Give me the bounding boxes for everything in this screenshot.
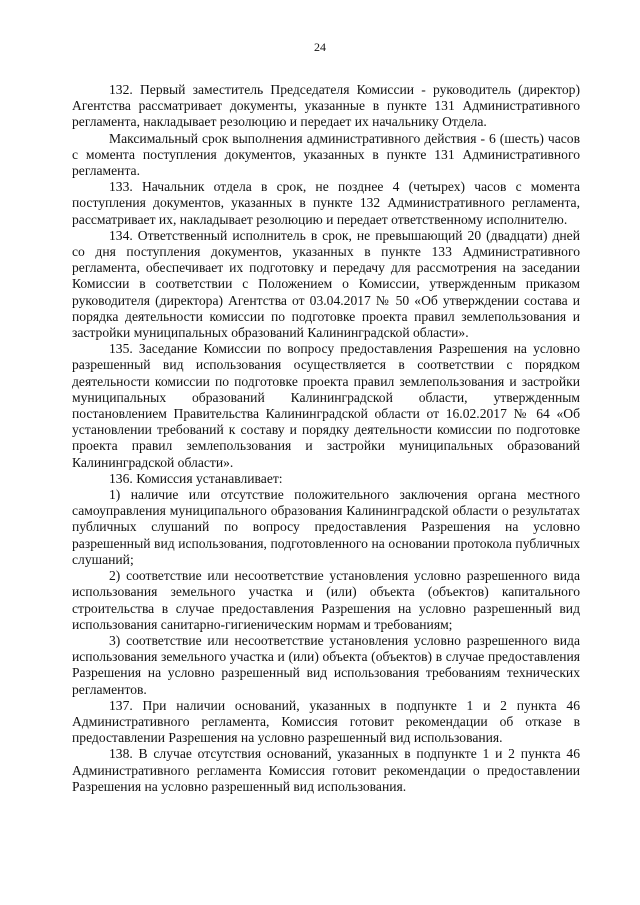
paragraph-135: 135. Заседание Комиссии по вопросу предоставления Разрешения на условно разрешенный вид использования осуществляется в соответствии с порядком деятельности комиссии по подготовке проекта правил землепользования и застройки муниципальных образований Калининградской области, утвержденным постановлением Правительства Калининградской области от 16.02.2017 № 64 «Об установлении требований к составу и порядку деятельности комиссии по подготовке проекта правил землепользования и застройки муниципальных образований Калининградской области».	[72, 341, 580, 470]
paragraph-136-item-2: 2) соответствие или несоответствие установления условно разрешенного вида использования земельного участка и (или) объекта (объектов) капитального строительства в случае предоставления Разрешения на условно разрешенный вид использования санитарно-гигиеническим нормам и требованиям;	[72, 568, 580, 632]
paragraph-132: 132. Первый заместитель Председателя Комиссии - руководитель (директор) Агентства рассматривает документы, указанные в пункте 131 Административного регламента, накладывает резолюцию и передает их начальнику Отдела.	[72, 82, 580, 130]
paragraph-136: 136. Комиссия устанавливает:	[109, 470, 283, 486]
paragraph-138: 138. В случае отсутствия оснований, указанных в подпункте 1 и 2 пункта 46 Административного регламента Комиссия готовит рекомендации о предоставлении Разрешения на условно разрешенный вид использования.	[72, 746, 580, 794]
paragraph-132-deadline: Максимальный срок выполнения административного действия - 6 (шесть) часов с момента поступления документов, указанных в пункте 131 Административного регламента.	[72, 130, 580, 179]
page-number: 24	[314, 40, 326, 54]
paragraph-133: 133. Начальник отдела в срок, не позднее 4 (четырех) часов с момента поступления документов, указанных в пункте 132 Административного регламента, рассматривает их, накладывает резолюцию и передает ответственному исполнителю.	[72, 179, 580, 227]
document-body	[72, 68, 580, 795]
paragraph-134: 134. Ответственный исполнитель в срок, не превышающий 20 (двадцати) дней со дня поступления документов, указанных в пункте 133 Административного регламента, обеспечивает их подготовку и передачу для рассмотрения на заседании Комиссии в соответствии с Положением о Комиссии, утвержденным приказом руководителя (директора) Агентства от 03.04.2017 № 50 «Об утверждении состава и порядка деятельности комиссии по подготовке проекта правил землепользования и застройки муниципальных образований Калининградской области».	[72, 227, 580, 341]
paragraph-137: 137. При наличии оснований, указанных в подпункте 1 и 2 пункта 46 Административного регламента, Комиссия готовит рекомендации об отказе в предоставлении Разрешения на условно разрешенный вид использования.	[72, 697, 580, 746]
paragraph-136-item-3: 3) соответствие или несоответствие установления условно разрешенного вида использования земельного участка и (или) объекта (объектов) в случае предоставления Разрешения на условно разрешенный вид использования требованиям технических регламентов.	[72, 632, 580, 697]
paragraph-136-item-1: 1) наличие или отсутствие положительного заключения органа местного самоуправления муниципального образования Калининградской области о результатах публичных слушаний по вопросу предоставления Разрешения на условно разрешенный вид использования, подготовленного на основании протокола публичных слушаний;	[72, 487, 580, 567]
